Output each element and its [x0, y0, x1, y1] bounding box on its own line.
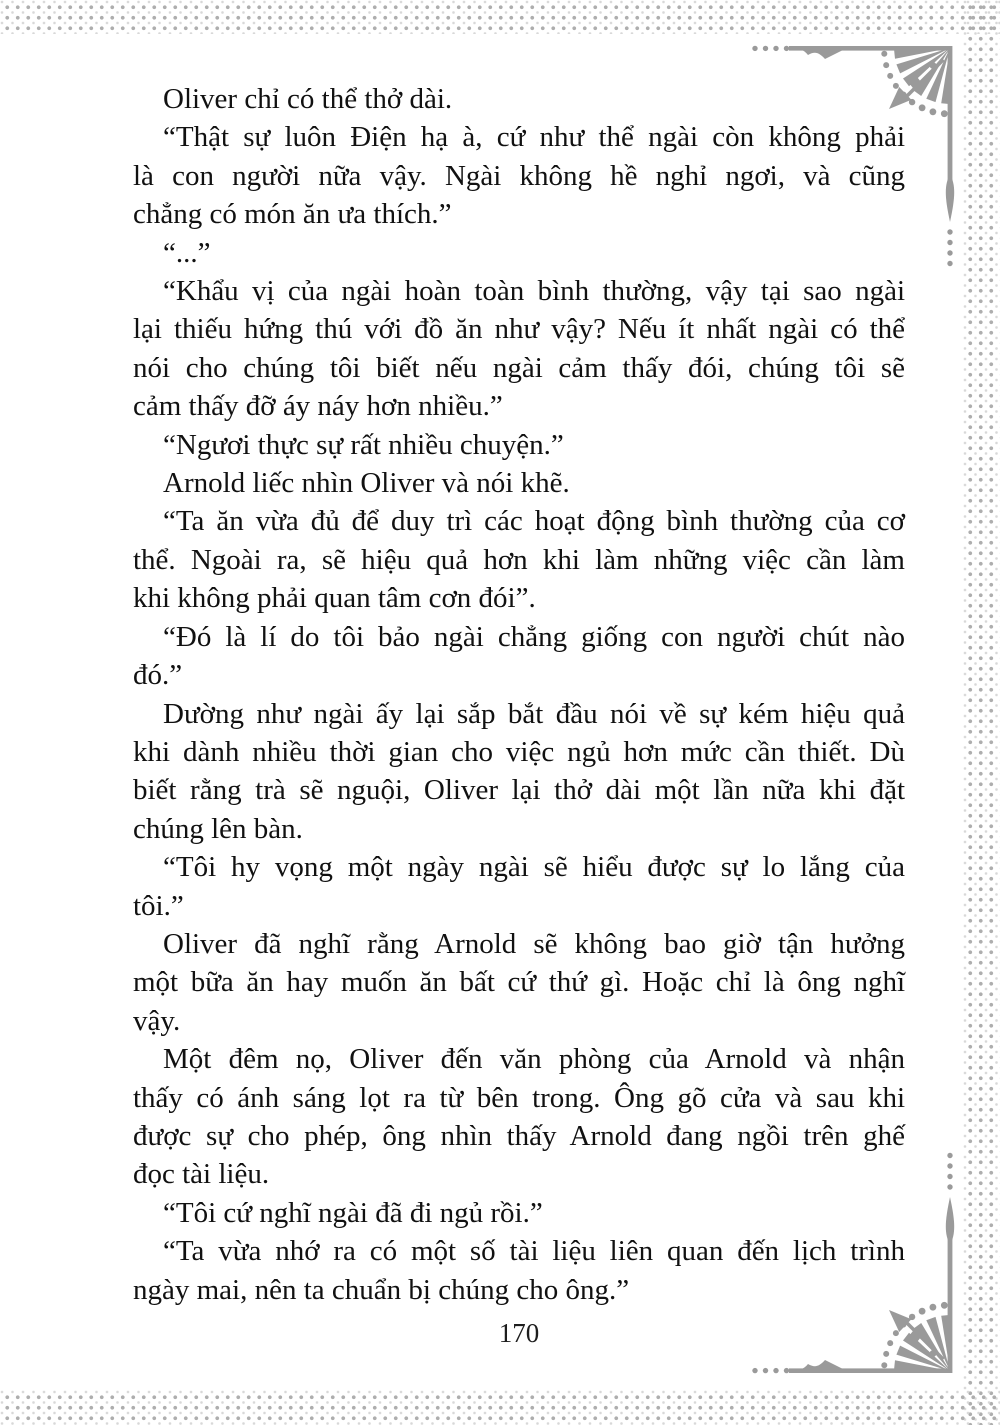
- text-line: “Tôi hy vọng một ngày ngài sẽ hiểu được sự lo lắng của: [163, 851, 905, 884]
- dot-border-right: [963, 0, 1000, 1425]
- text-line: “Tôi cứ nghĩ ngài đã đi ngủ rồi.”: [163, 1196, 543, 1229]
- text-line: đó.”: [133, 659, 183, 692]
- text-line: tôi.”: [133, 889, 184, 922]
- text-block: [133, 80, 905, 1309]
- text-line: thấy có ánh sáng lọt ra từ bên trong. Ông gõ cửa và sau khi: [133, 1081, 905, 1114]
- text-line: ngày mai, nên ta chuẩn bị chúng cho ông.”: [133, 1273, 630, 1306]
- text-line: nói cho chúng tôi biết nếu ngài cảm thấy đói, chúng tôi sẽ: [133, 351, 905, 384]
- text-line: đọc tài liệu.: [133, 1158, 270, 1191]
- dot-border-bottom: [0, 1390, 1000, 1425]
- text-line: “Khẩu vị của ngài hoàn toàn bình thường, vậy tại sao ngài: [163, 275, 905, 308]
- text-line: Một đêm nọ, Oliver đến văn phòng của Arnold và nhận: [163, 1043, 905, 1076]
- text-line: biết rằng trà sẽ nguội, Oliver lại thở dài một lần nữa khi đặt: [133, 774, 905, 807]
- text-line: “Thật sự luôn Điện hạ à, cứ như thể ngài còn không phải: [163, 121, 905, 154]
- text-line: “Ngươi thực sự rất nhiều chuyện.”: [163, 428, 564, 461]
- dot-border-top: [0, 0, 1000, 34]
- text-line: là con người nữa vậy. Ngài không hề nghỉ ngơi, và cũng: [133, 159, 905, 192]
- text-line: Oliver chỉ có thể thở dài.: [163, 83, 453, 115]
- text-line: Arnold liếc nhìn Oliver và nói khẽ.: [163, 467, 570, 500]
- text-line: một bữa ăn hay muốn ăn bất cứ thứ gì. Hoặc chỉ là ông nghĩ: [133, 966, 905, 999]
- text-line: chúng lên bàn.: [133, 812, 303, 845]
- text-line: thể. Ngoài ra, sẽ hiệu quả hơn khi làm những việc cần làm: [133, 543, 905, 576]
- text-line: lại thiếu hứng thú với đồ ăn như vậy? Nếu ít nhất ngài có thể: [133, 313, 905, 346]
- text-line: “Ta vừa nhớ ra có một số tài liệu liên quan đến lịch trình: [163, 1235, 905, 1268]
- text-line: “Ta ăn vừa đủ để duy trì các hoạt động bình thường của cơ: [163, 505, 905, 538]
- text-line: vậy.: [133, 1004, 181, 1037]
- text-line: khi không phải quan tâm cơn đói”.: [133, 582, 536, 615]
- text-line: “...”: [163, 236, 211, 269]
- page-number: 170: [498, 1318, 540, 1348]
- text-line: khi dành nhiều thời gian cho việc ngủ hơn mức cần thiết. Dù: [133, 735, 905, 768]
- text-line: chẳng có món ăn ưa thích.”: [133, 198, 452, 231]
- text-line: được sự cho phép, ông nhìn thấy Arnold đang ngồi trên ghế: [133, 1119, 905, 1152]
- text-line: cảm thấy đỡ áy náy hơn nhiều.”: [133, 390, 503, 423]
- text-line: “Đó là lí do tôi bảo ngài chẳng giống con người chút nào: [163, 620, 905, 653]
- text-line: Oliver đã nghĩ rằng Arnold sẽ không bao giờ tận hưởng: [163, 927, 905, 960]
- text-line: Dường như ngài ấy lại sắp bắt đầu nói về sự kém hiệu quả: [163, 697, 905, 730]
